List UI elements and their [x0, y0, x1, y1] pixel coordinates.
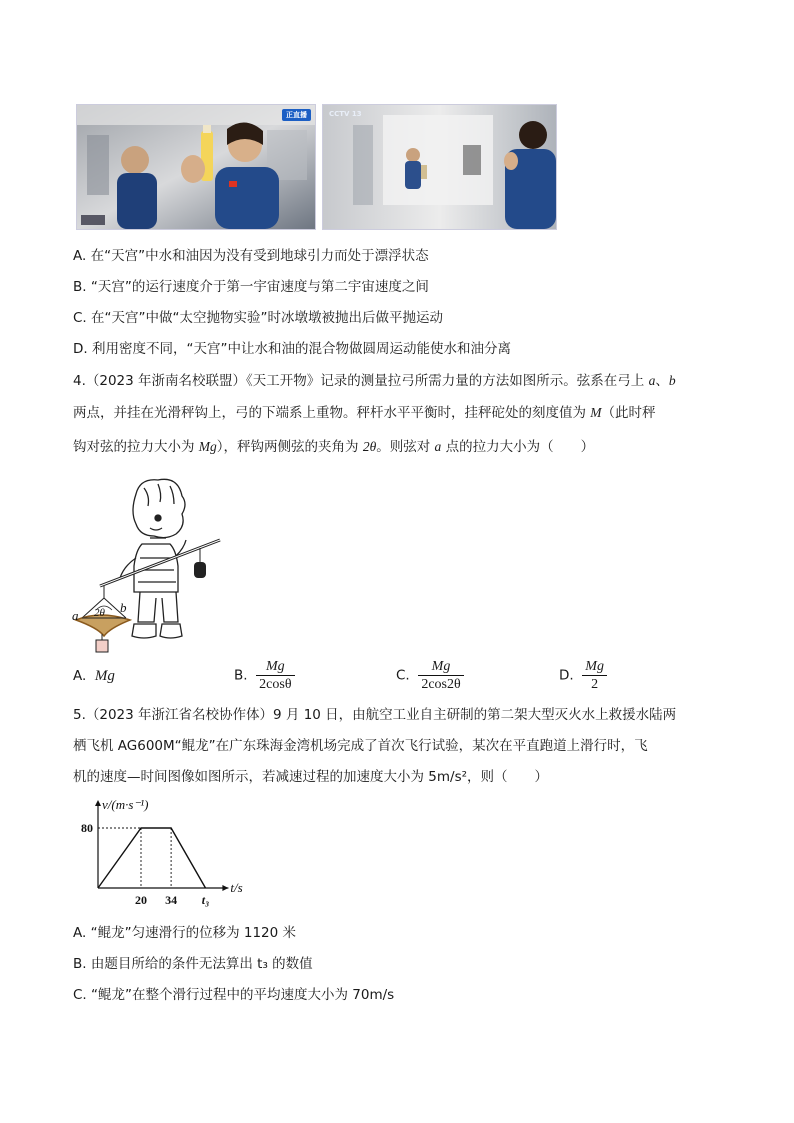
figure-label-a: a	[72, 608, 79, 623]
astronaut-photo-left-image	[77, 105, 315, 229]
x-tick-label: t₃	[201, 893, 210, 907]
q5-option-b: B. 由题目所给的条件无法算出 t₃ 的数值	[73, 956, 313, 972]
q4-stem-line1: 4.（2023 年浙南名校联盟）《天工开物》记录的测量拉弓所需力量的方法如图所示。弦系在弓上 a、b	[73, 373, 676, 389]
astronaut-photo-right-image	[323, 105, 556, 229]
q5-stem-line3: 机的速度—时间图像如图所示，若减速过程的加速度大小为 5m/s²，则（ ）	[73, 769, 549, 785]
q4-option-a: A. Mg	[73, 668, 115, 684]
astronaut-photo-right	[322, 104, 557, 230]
channel-logo: CCTV 13	[329, 110, 362, 118]
q3-option-d: D. 利用密度不同，“天宫”中让水和油的混合物做圆周运动能使水和油分离	[73, 341, 511, 357]
q4-option-d: D. $\frac{Mg}{2}$	[559, 658, 607, 693]
astronaut-photo-left	[76, 104, 316, 230]
y-axis-arrow	[95, 800, 101, 806]
y-axis-label: v/(m·s⁻¹)	[102, 797, 149, 812]
x-tick-label: 34	[165, 893, 178, 907]
figure-label-angle: 2θ	[94, 607, 105, 619]
q5-option-c: C. “鲲龙”在整个滑行过程中的平均速度大小为 70m/s	[73, 987, 395, 1003]
velocity-time-chart	[72, 796, 262, 912]
q5-option-a: A. “鲲龙”匀速滑行的位移为 1120 米	[73, 925, 297, 941]
steelyard-bow-figure	[70, 474, 230, 656]
x-axis-label: t/s	[230, 880, 243, 895]
q5-stem-line2: 栖飞机 AG600M“鲲龙”在广东珠海金湾机场完成了首次飞行试验，某次在平直跑道上滑行时，飞	[73, 738, 648, 754]
x-tick-label: 20	[135, 893, 147, 907]
q4-option-c: C. $\frac{Mg}{2\cos 2\theta}$	[396, 658, 464, 693]
x-axis-arrow	[222, 885, 228, 891]
q3-option-c: C. 在“天宫”中做“太空抛物实验”时冰墩墩被抛出后做平抛运动	[73, 310, 443, 326]
live-badge: 正直播	[282, 109, 311, 121]
y-tick-label: 80	[81, 821, 93, 835]
q3-option-a: A. 在“天宫”中水和油因为没有受到地球引力而处于漂浮状态	[73, 248, 429, 264]
q4-stem-line2: 两点，并挂在光滑秤钩上，弓的下端系上重物。秤杆水平平衡时，挂秤砣处的刻度值为 M（此时秤	[73, 405, 656, 421]
q4-option-b: B. $\frac{Mg}{2\cos\theta}$	[234, 658, 295, 693]
q5-stem-line1: 5.（2023 年浙江省名校协作体）9 月 10 日，由航空工业自主研制的第二架大型灭火水上救援水陆两	[73, 707, 677, 723]
figure-label-b: b	[120, 600, 127, 615]
q3-option-b: B. “天宫”的运行速度介于第一宇宙速度与第二宇宙速度之间	[73, 279, 429, 295]
q4-stem-line3: 钩对弦的拉力大小为 Mg），秤钩两侧弦的夹角为 2θ。则弦对 a 点的拉力大小为（ ）	[73, 439, 595, 455]
velocity-series-line	[98, 828, 206, 888]
